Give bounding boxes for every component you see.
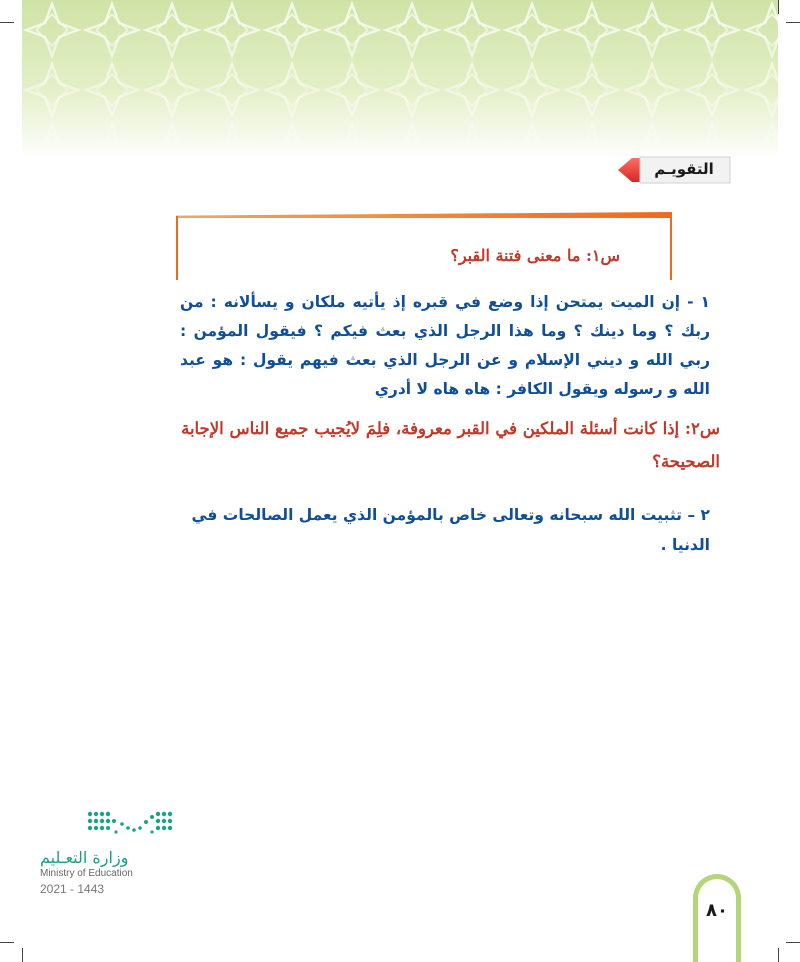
crop-mark xyxy=(778,0,779,14)
section-label: التقويـم xyxy=(654,160,714,178)
frame-left-edge xyxy=(176,216,178,280)
crop-mark xyxy=(22,948,23,962)
answer-2: ٢ – تثبيت الله سبحانه وتعالى خاص بالمؤمن الذي يعمل الصالحات في الدنيا . xyxy=(191,506,710,554)
crop-mark xyxy=(0,22,14,23)
page-number: ٨٠ xyxy=(706,900,728,921)
ministry-logo-icon xyxy=(86,808,178,842)
question-2: س٢: إذا كانت أسئلة الملكين في القبر معروفة، فلِمَ لايُجيب جميع الناس الإجابة الصحيحة؟ xyxy=(181,419,720,471)
answer-1: ١ - إن الميت يمتحن إذا وضع في قبره إذ يأتيه ملكان و يسألانه : من ربك ؟ وما دينك ؟ وما هذا الرجل الذي بعث فيكم ؟ فيقول المؤمن : ربي الله و ديني الإسلام و عن الرجل الذي بعث فيهم يقول : هو عبد الله و رسوله ويقول الكافر : هاه هاه لا أدري xyxy=(180,293,710,398)
question-1: س١: ما معنى فتنة القبر؟ xyxy=(450,246,620,265)
ministry-name-arabic: وزارة التعـليم xyxy=(40,848,129,867)
frame-top-bar xyxy=(176,212,672,218)
frame-right-edge xyxy=(670,216,672,280)
question-frame xyxy=(176,208,672,280)
geometric-pattern xyxy=(22,0,778,160)
crop-mark xyxy=(0,942,14,943)
header-banner xyxy=(22,0,778,160)
ministry-year: 2021 - 1443 xyxy=(40,882,105,896)
crop-mark xyxy=(786,942,800,943)
crop-mark xyxy=(778,948,779,962)
crop-mark xyxy=(786,22,800,23)
ministry-name-english: Ministry of Education xyxy=(40,868,133,879)
